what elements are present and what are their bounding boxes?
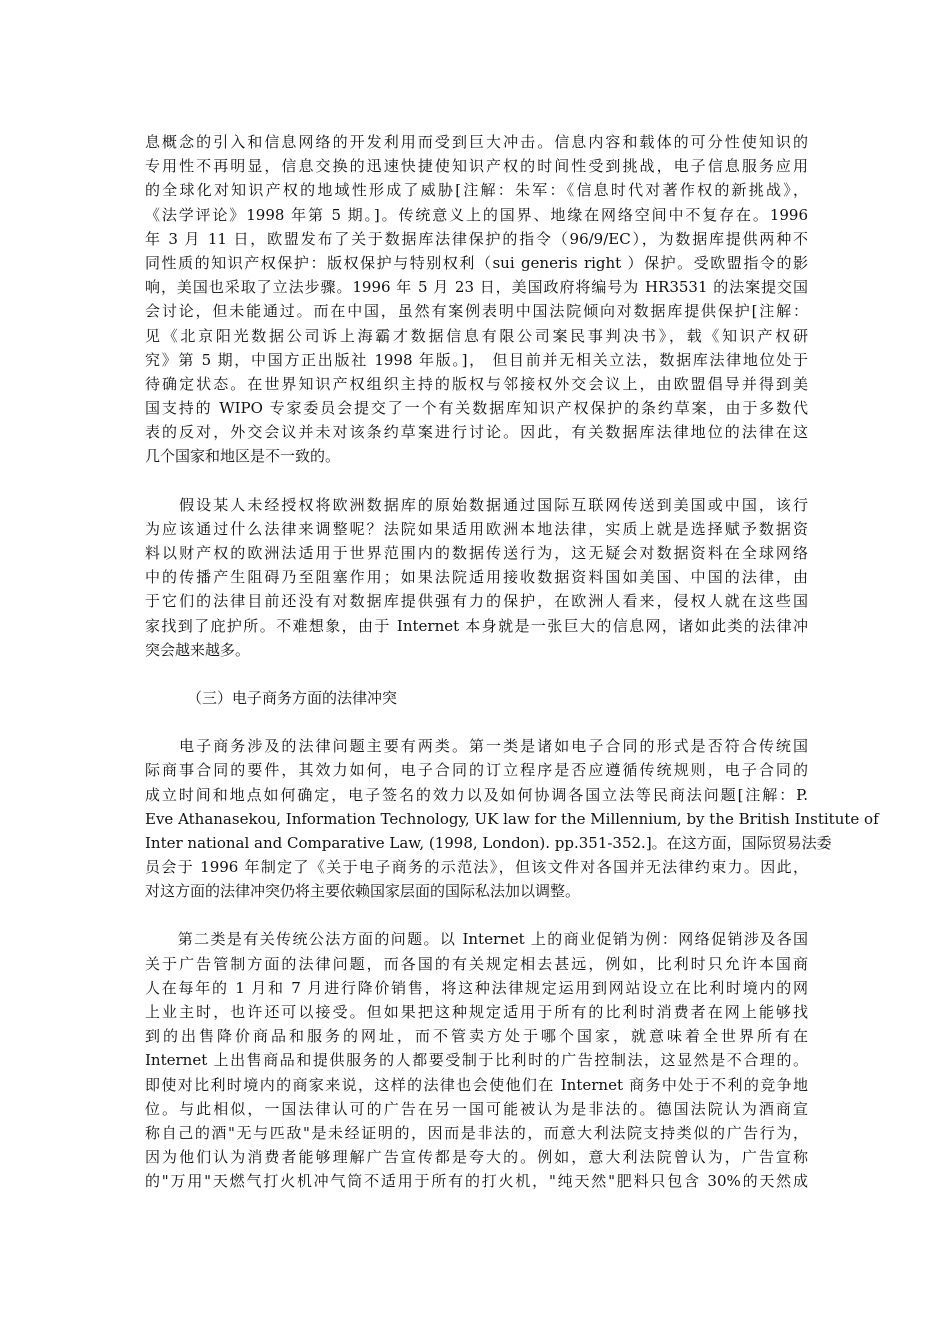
paragraph: [145, 927, 808, 1193]
text-line: 专用性不再明显，信息交换的迅速快捷使知识产权的时间性受到挑战，电子信息服务应用: [145, 157, 808, 176]
text-line: 第二类是有关传统公法方面的问题。以 Internet 上的商业促销为例：网络促销涉及各国: [145, 930, 808, 949]
text-line: 到的出售降价商品和服务的网址，而不管卖方处于哪个国家，就意味着全世界所有在: [145, 1027, 808, 1046]
text-line: 见《北京阳光数据公司诉上海霸才数据信息有限公司案民事判决书》，载《知识产权研: [145, 326, 808, 345]
text-line: 成立时间和地点如何确定，电子签名的效力以及如何协调各国立法等民商法问题[注解：P.: [145, 785, 808, 804]
text-line: 于它们的法律目前还没有对数据库提供强有力的保护，在欧洲人看来，侵权人就在这些国: [145, 592, 808, 611]
text-line: 员会于 1996 年制定了《关于电子商务的示范法》，但该文件对各国并无法律约束力。因此，: [145, 858, 808, 877]
paragraph-spacer: [145, 903, 808, 927]
text-line: 究》第 5 期，中国方正出版社 1998 年版。]， 但目前并无相关立法，数据库法律地位处于: [145, 350, 808, 369]
text-line: 会讨论，但未能通过。而在中国，虽然有案例表明中国法院倾向对数据库提供保护[注解：: [145, 302, 808, 321]
text-line: Eve Athanasekou, Information Technology, UK law for the Millennium, by the British Institute of: [145, 809, 879, 828]
text-line: 际商事合同的要件，其效力如何，电子合同的订立程序是否应遵循传统规则，电子合同的: [145, 761, 808, 780]
text-line: 电子商务涉及的法律问题主要有两类。第一类是诸如电子合同的形式是否符合传统国: [145, 737, 808, 756]
text-line: 响，美国也采取了立法步骤。1996 年 5 月 23 日，美国政府将编号为 HR3531 的法案提交国: [145, 278, 808, 297]
text-line: 《法学评论》1998 年第 5 期。]。传统意义上的国界、地缘在网络空间中不复存在。1996: [145, 205, 808, 224]
text-line: 为应该通过什么法律来调整呢？法院如果适用欧洲本地法律，实质上就是选择赋予数据资: [145, 519, 808, 538]
text-line: 表的反对，外交会议并未对该条约草案进行讨论。因此，有关数据库法律地位的法律在这: [145, 423, 808, 442]
paragraph-spacer: [145, 469, 808, 493]
text-line: 年 3 月 11 日，欧盟发布了关于数据库法律保护的指令（96/9/EC），为数据库提供两种不: [145, 229, 808, 248]
text-line: 国支持的 WIPO 专家委员会提交了一个有关数据库知识产权保护的条约草案，由于多数代: [145, 399, 808, 418]
text-line: Internet 上出售商品和提供服务的人都要受制于比利时的广告控制法，这显然是不合理的。: [145, 1051, 808, 1070]
text-line: 上业主时，也许还可以接受。但如果把这种规定适用于所有的比利时消费者在网上能够找: [145, 1003, 808, 1021]
paragraph-spacer: [145, 662, 808, 686]
text-line: 因为他们认为消费者能够理解广告宣传都是夸大的。例如，意大利法院曾认为，广告宣称: [145, 1148, 808, 1167]
text-line: 关于广告管制方面的法律问题，而各国的有关规定相去甚远，例如，比利时只允许本国商: [145, 954, 808, 973]
text-line: 人在每年的 1 月和 7 月进行降价销售，将这种法律规定运用到网站设立在比利时境内的网: [145, 978, 808, 997]
text-line: 料以财产权的欧洲法适用于世界范围内的数据传送行为，这无疑会对数据资料在全球网络: [145, 544, 808, 562]
text-line: Inter national and Comparative Law, (1998, London). pp.351-352.]。在这方面，国际贸易法委: [145, 833, 832, 852]
text-line: 即使对比利时境内的商家来说，这样的法律也会使他们在 Internet 商务中处于不利的竞争地: [145, 1075, 808, 1094]
text-line: 假设某人未经授权将欧洲数据库的原始数据通过国际互联网传送到美国或中国，该行: [145, 495, 808, 514]
paragraph-spacer: [145, 710, 808, 734]
section-heading: （三）电子商务方面的法律冲突: [187, 688, 398, 707]
text-line: 突会越来越多。: [145, 640, 251, 659]
paragraph: [145, 130, 808, 469]
text-line: 位。与此相似，一国法律认可的广告在另一国可能被认为是非法的。德国法院认为酒商宣: [145, 1099, 808, 1118]
paragraph: [145, 734, 879, 903]
text-line: 待确定状态。在世界知识产权组织主持的版权与邻接权外交会议上，由欧盟倡导并得到美: [145, 374, 808, 393]
text-line: 的全球化对知识产权的地域性形成了威胁[注解：朱军：《信息时代对著作权的新挑战》，: [145, 181, 808, 200]
paragraph: [145, 493, 808, 662]
text-line: 家找到了庇护所。不难想象，由于 Internet 本身就是一张巨大的信息网，诸如此类的法律冲: [145, 616, 808, 635]
text-line: 同性质的知识产权保护：版权保护与特别权利（sui generis right ）保护。受欧盟指令的影: [145, 253, 808, 272]
text-line: 对这方面的法律冲突仍将主要依赖国家层面的国际私法加以调整。: [145, 882, 581, 901]
document-page: [145, 130, 879, 1194]
text-line: 称自己的酒"无与匹敌"是未经证明的，因而是非法的，而意大利法院支持类似的广告行为，: [145, 1123, 808, 1142]
text-line: 几个国家和地区是不一致的。: [145, 447, 341, 466]
text-line: 的"万用"天燃气打火机冲气筒不适用于所有的打火机，"纯天然"肥料只包含 30%的天然成: [145, 1172, 808, 1191]
text-line: 中的传播产生阻碍乃至阻塞作用；如果法院适用接收数据资料国如美国、中国的法律，由: [145, 568, 808, 587]
text-line: 息概念的引入和信息网络的开发利用而受到巨大冲击。信息内容和载体的可分性使知识的: [145, 133, 808, 151]
